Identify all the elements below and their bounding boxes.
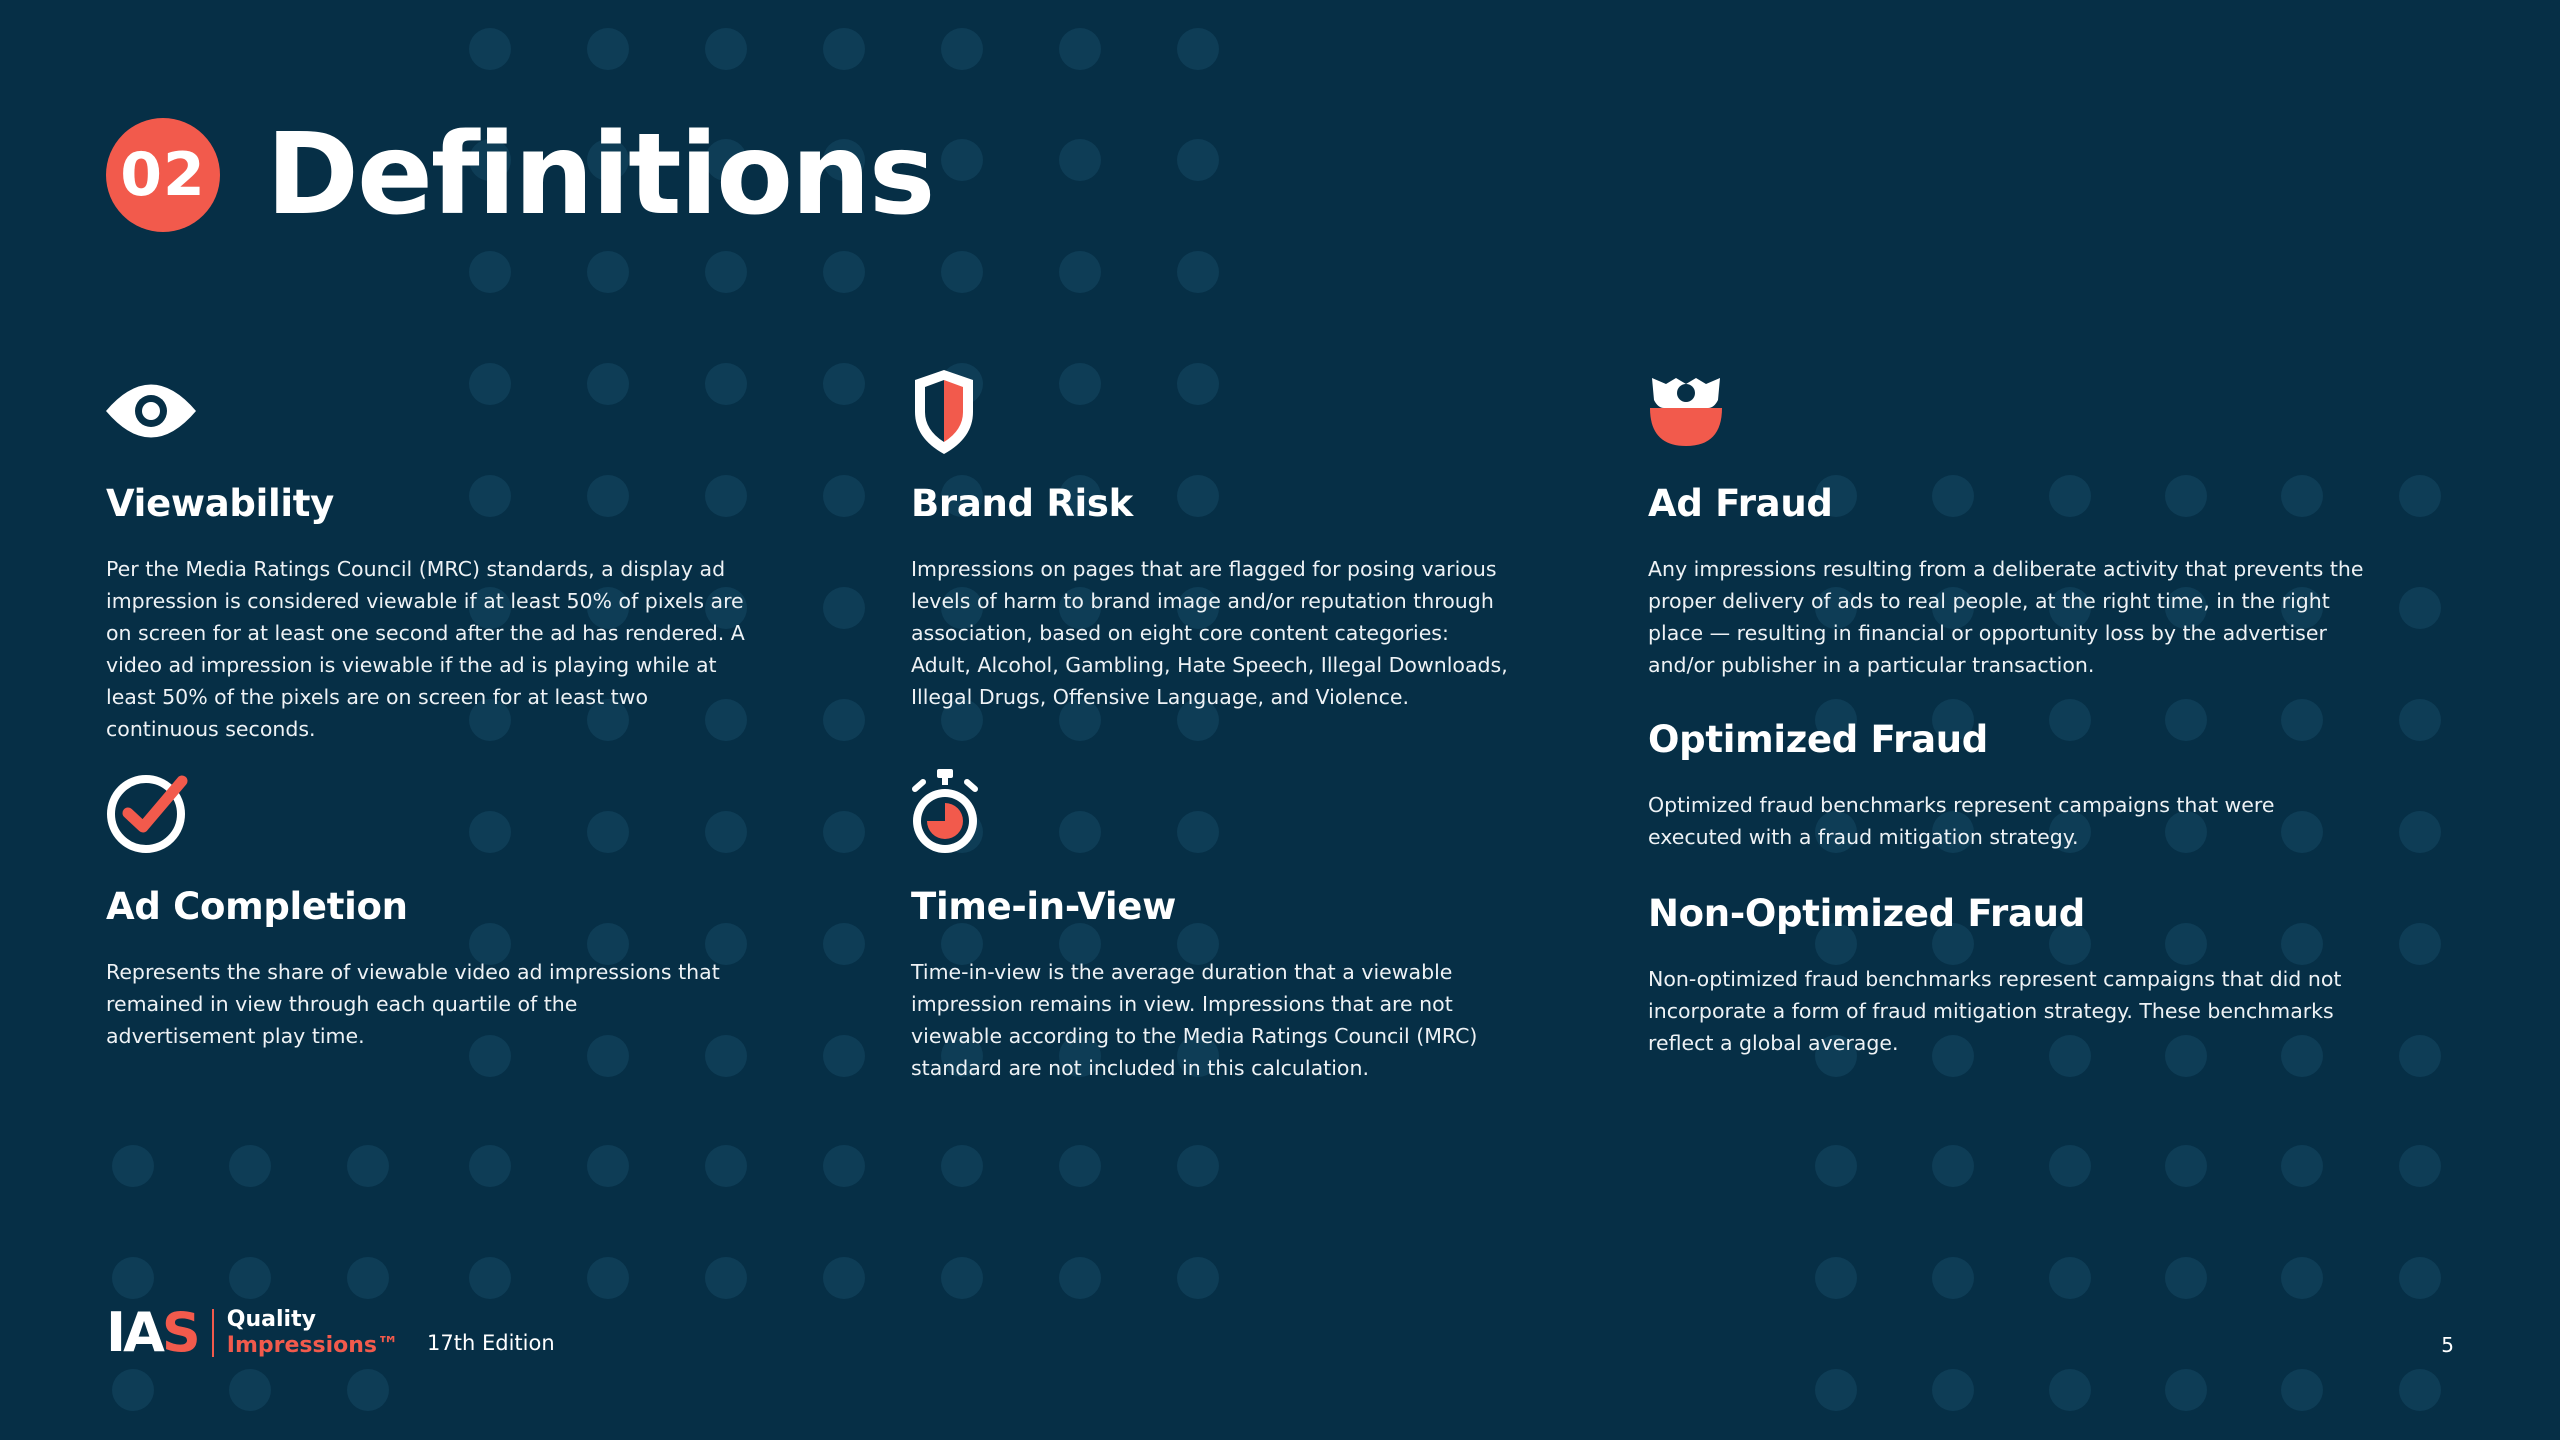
background-dot	[2281, 1145, 2323, 1187]
background-dot	[941, 28, 983, 70]
background-dot	[587, 1257, 629, 1299]
background-dot	[2049, 1257, 2091, 1299]
section-non-optimized-fraud	[1648, 892, 2368, 1059]
background-dot	[2165, 1257, 2207, 1299]
section-body: Any impressions resulting from a deliberate activity that prevents the proper delivery of ads to real people, at the right time, in the right place — resulting in financial or opportunity loss by the advertiser and/or publisher in a particular transaction.	[1648, 557, 2364, 677]
logo-wordmark	[227, 1307, 399, 1359]
section-title: Ad Fraud	[1648, 482, 1833, 525]
background-dot	[941, 1145, 983, 1187]
background-dot	[1932, 1369, 1974, 1411]
check-circle-icon	[106, 769, 196, 859]
background-dot	[2399, 1035, 2441, 1077]
stopwatch-icon	[911, 769, 1001, 859]
background-dot	[1059, 251, 1101, 293]
logo-line-quality: Quality	[226, 1307, 316, 1332]
logo-divider	[212, 1309, 214, 1357]
page-number: 5	[2441, 1333, 2454, 1357]
section-optimized-fraud	[1648, 718, 2368, 853]
section-body: Per the Media Ratings Council (MRC) standards, a display ad impression is considered viewable if at least 50% of pixels are on screen for at least one second after the ad has rendered. A video ad impression is viewable if the ad is playing while at least 50% of the pixels are on screen for at least two continuous seconds.	[106, 557, 745, 741]
background-dot	[469, 251, 511, 293]
section-body: Optimized fraud benchmarks represent campaigns that were executed with a fraud mitigation strategy.	[1648, 793, 2275, 849]
background-dot	[823, 251, 865, 293]
section-body: Represents the share of viewable video ad impressions that remained in view through each quartile of the advertisement play time.	[106, 960, 720, 1048]
background-dot	[2399, 811, 2441, 853]
background-dot	[823, 1145, 865, 1187]
background-dot	[1177, 139, 1219, 181]
background-dot	[469, 1145, 511, 1187]
background-dot	[1815, 1257, 1857, 1299]
section-brand-risk	[911, 366, 1511, 713]
section-title: Viewability	[106, 482, 334, 525]
background-dot	[823, 1257, 865, 1299]
background-dot	[941, 139, 983, 181]
background-dot	[823, 923, 865, 965]
section-title: Non-Optimized Fraud	[1648, 892, 2085, 935]
background-dot	[705, 1145, 747, 1187]
background-dot	[1177, 251, 1219, 293]
page-header	[106, 110, 934, 240]
background-dot	[823, 1035, 865, 1077]
background-dot	[1932, 1257, 1974, 1299]
background-dot	[347, 1369, 389, 1411]
section-ad-fraud	[1648, 366, 2368, 681]
background-dot	[1815, 1369, 1857, 1411]
background-dot	[1177, 28, 1219, 70]
background-dot	[2281, 1369, 2323, 1411]
background-dot	[2399, 1145, 2441, 1187]
background-dot	[1059, 1145, 1101, 1187]
background-dot	[2165, 1145, 2207, 1187]
background-dot	[587, 251, 629, 293]
background-dot	[469, 28, 511, 70]
background-dot	[112, 1145, 154, 1187]
background-dot	[2049, 1145, 2091, 1187]
background-dot	[823, 28, 865, 70]
background-dot	[705, 1257, 747, 1299]
background-dot	[823, 699, 865, 741]
background-dot	[1932, 1145, 1974, 1187]
background-dot	[2399, 923, 2441, 965]
shield-icon	[911, 366, 1001, 456]
background-dot	[2049, 1369, 2091, 1411]
background-dot	[1059, 139, 1101, 181]
background-dot	[941, 251, 983, 293]
background-dot	[112, 1369, 154, 1411]
background-dot	[1059, 28, 1101, 70]
background-dot	[112, 1257, 154, 1299]
section-title: Brand Risk	[911, 482, 1133, 525]
section-title: Time-in-View	[911, 885, 1176, 928]
section-title: Ad Completion	[106, 885, 408, 928]
bandit-mask-icon	[1648, 366, 1738, 456]
background-dot	[823, 811, 865, 853]
section-time-in-view	[911, 769, 1511, 1084]
background-dot	[2399, 587, 2441, 629]
background-dot	[347, 1145, 389, 1187]
section-title: Optimized Fraud	[1648, 718, 1988, 761]
background-dot	[705, 251, 747, 293]
background-dot	[1059, 1257, 1101, 1299]
section-viewability	[106, 366, 766, 745]
background-dot	[2399, 699, 2441, 741]
background-dot	[229, 1369, 271, 1411]
background-dot	[229, 1257, 271, 1299]
background-dot	[823, 587, 865, 629]
section-body: Time-in-view is the average duration that a viewable impression remains in view. Impressions that are not viewable according to the Media Ratings Council (MRC) standard are not included in this calculation.	[911, 960, 1478, 1080]
background-dot	[823, 363, 865, 405]
background-dot	[347, 1257, 389, 1299]
section-number-badge: 02	[106, 118, 220, 232]
logo-line-impressions: Impressions™	[226, 1333, 400, 1358]
footer	[106, 1301, 555, 1364]
background-dot	[1815, 1145, 1857, 1187]
eye-icon	[106, 366, 196, 456]
background-dot	[2281, 1257, 2323, 1299]
background-dot	[2399, 1257, 2441, 1299]
background-dot	[1177, 1257, 1219, 1299]
page-title: Definitions	[266, 110, 934, 240]
background-dot	[941, 1257, 983, 1299]
section-ad-completion	[106, 769, 726, 1052]
background-dot	[823, 475, 865, 517]
background-dot	[587, 1145, 629, 1187]
background-dot	[587, 28, 629, 70]
background-dot	[1177, 1145, 1219, 1187]
background-dot	[469, 1257, 511, 1299]
background-dot	[2399, 475, 2441, 517]
background-dot	[229, 1145, 271, 1187]
ias-logo: IAS	[106, 1301, 198, 1364]
section-body: Impressions on pages that are flagged for posing various levels of harm to brand image and/or reputation through association, based on eight core content categories: Adult, Alcohol, Gambling, Hate Speech, Illegal Downloads, Illegal Drugs, Offensive Language, and Violence.	[911, 557, 1508, 709]
edition-label: 17th Edition	[427, 1331, 555, 1355]
background-dot	[2165, 1369, 2207, 1411]
background-dot	[2399, 1369, 2441, 1411]
background-dot	[705, 28, 747, 70]
section-body: Non-optimized fraud benchmarks represent campaigns that did not incorporate a form of fraud mitigation strategy. These benchmarks reflect a global average.	[1648, 967, 2342, 1055]
